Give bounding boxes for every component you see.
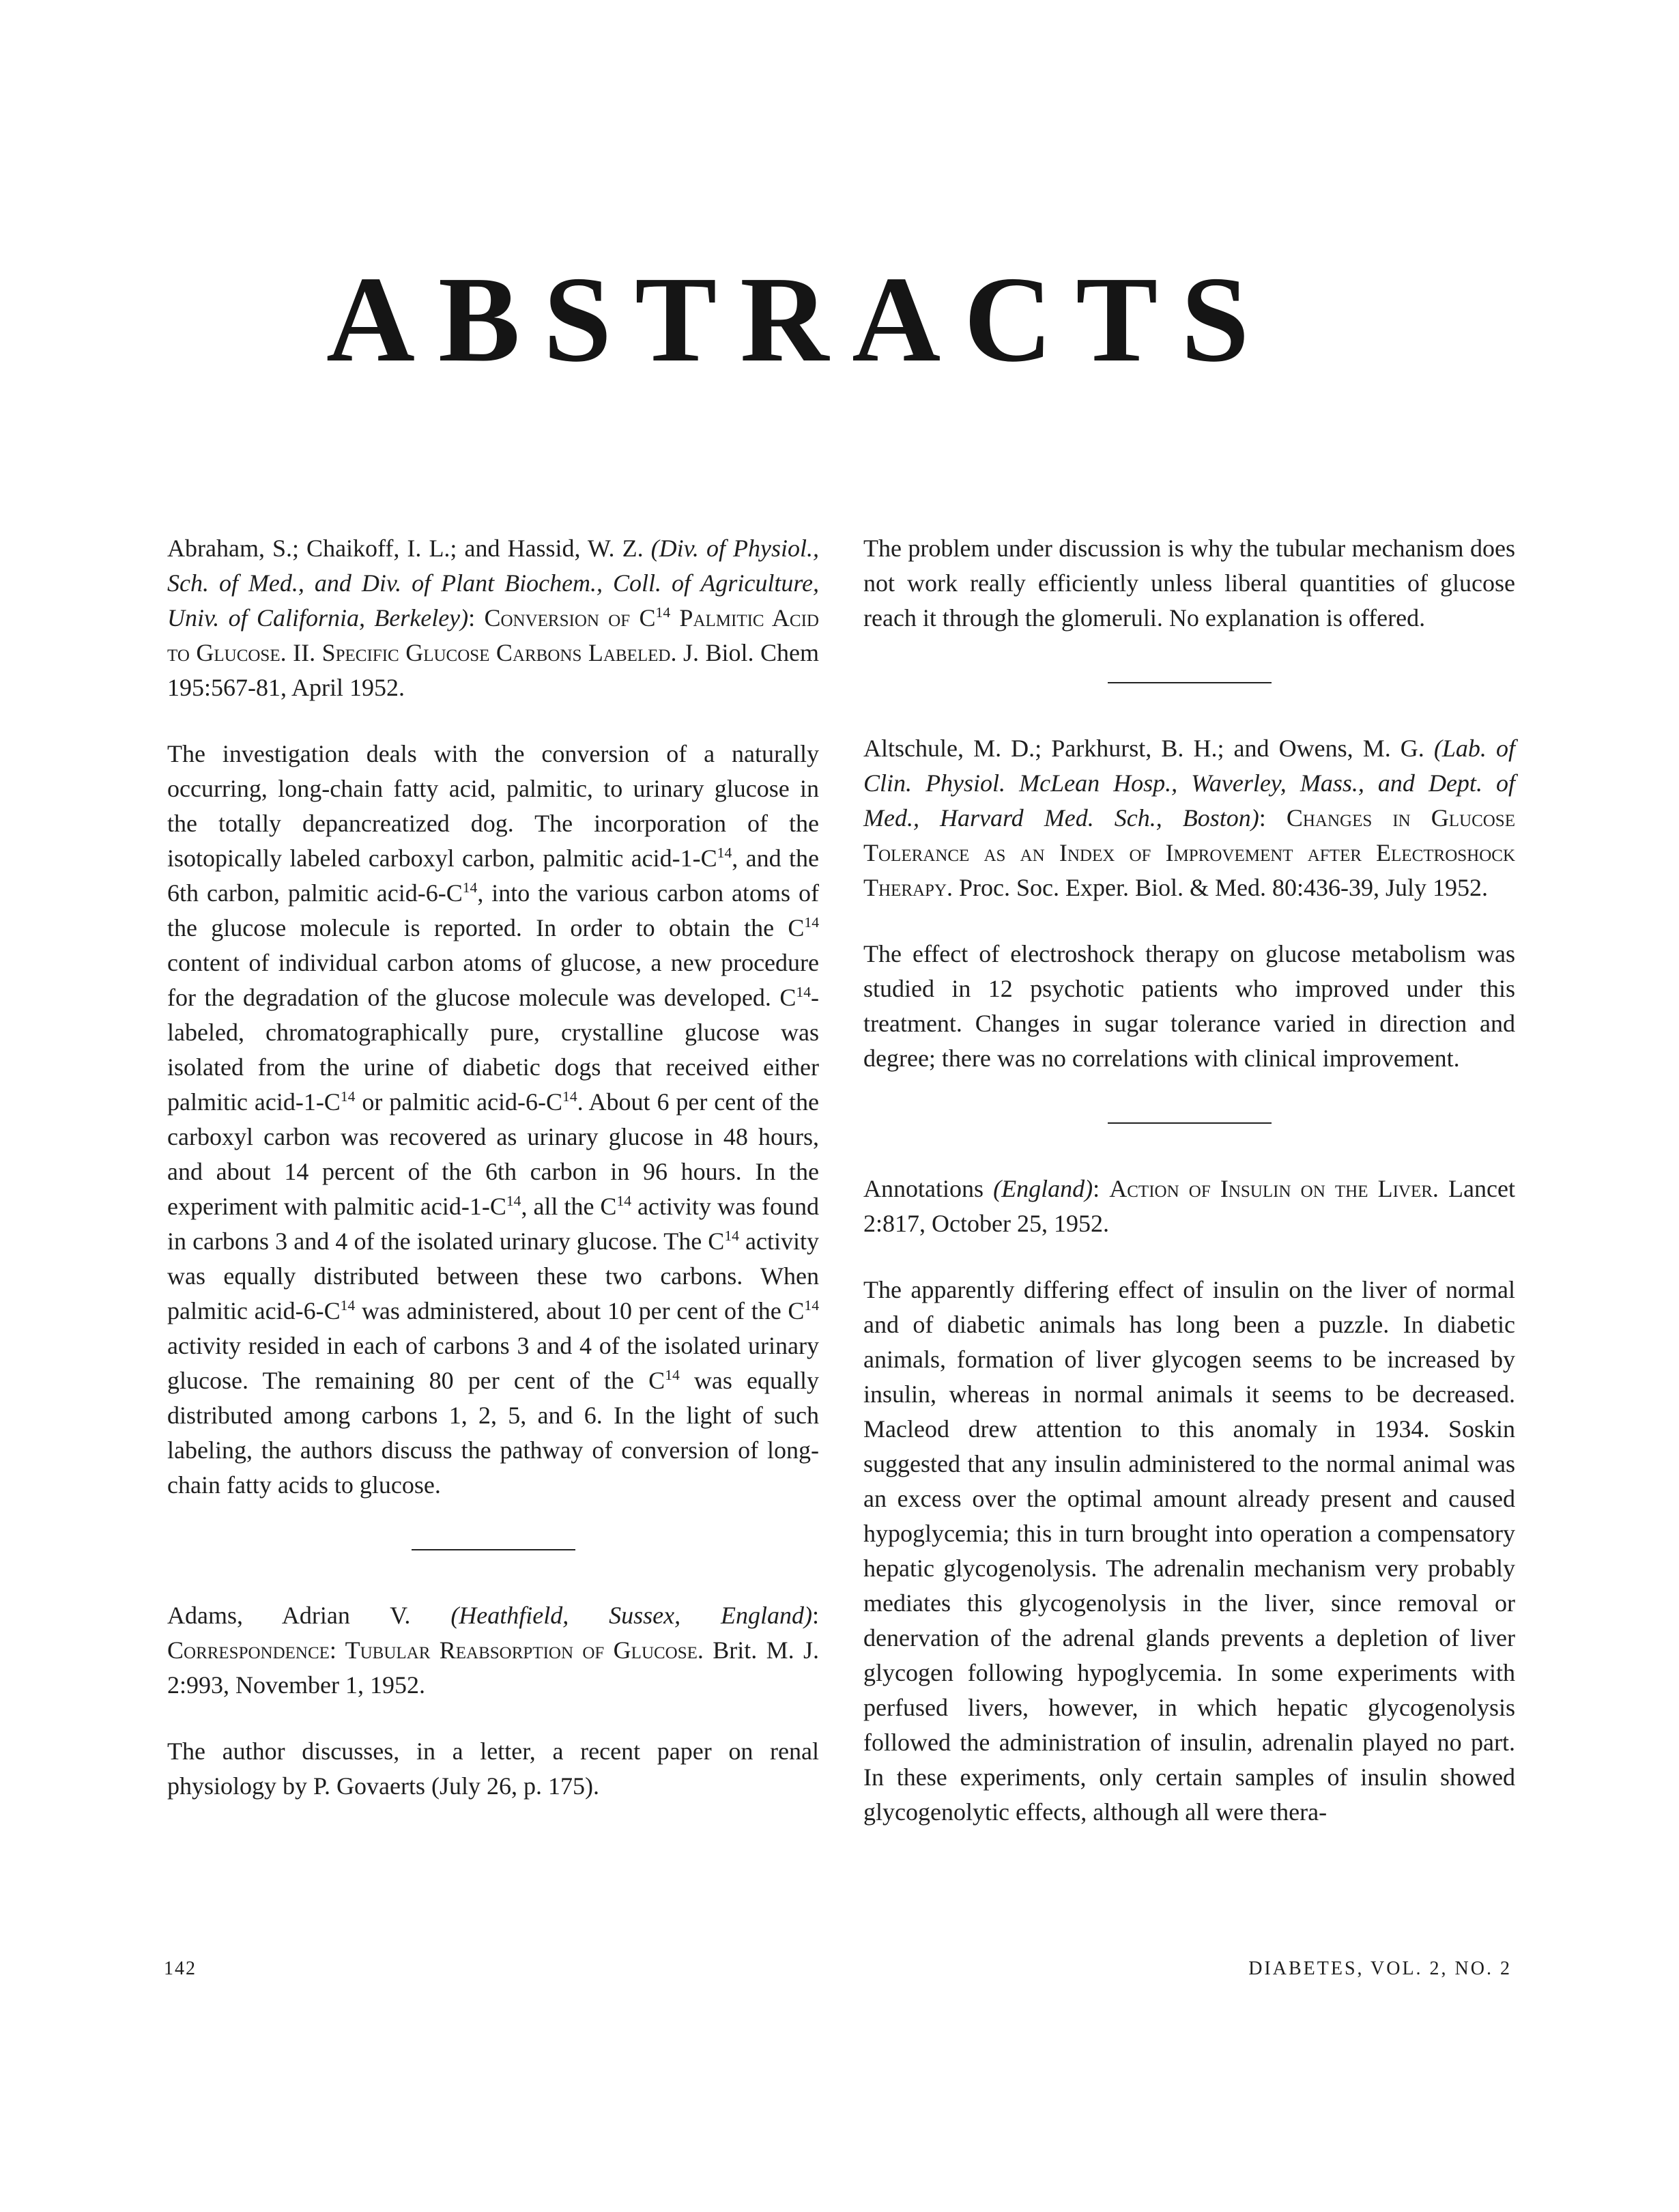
divider <box>1108 1122 1272 1124</box>
authors: Adams, Adrian V. <box>167 1602 411 1629</box>
left-column <box>167 531 819 1804</box>
article-title: Correspondence: Tubular Reabsorption of Glucose. <box>167 1636 704 1664</box>
citation-adams: Adams, Adrian V. (Heathfield, Sussex, England): Correspondence: Tubular Reabsorption of Glucose. Brit. M. J. 2:993, November 1, 1952. <box>167 1602 819 1699</box>
page-number: 142 <box>164 1958 197 1979</box>
source: J. Biol. Chem 195:567-81, April 1952. <box>167 639 819 701</box>
authors: Altschule, M. D.; Parkhurst, B. H.; and Owens, M. G. <box>863 735 1424 762</box>
journal-footer: DIABETES, VOL. 2, NO. 2 <box>1248 1958 1512 1979</box>
affiliation: (Heathfield, Sussex, England) <box>450 1602 812 1629</box>
affiliation: (Div. of Physiol., Sch. of Med., and Div. of Plant Biochem., Coll. of Agriculture, Univ. of California, Berkeley) <box>167 535 820 632</box>
divider <box>1108 682 1272 683</box>
article-title: Action of Insulin on the Liver. <box>1109 1175 1439 1202</box>
citation-abraham: Abraham, S.; Chaikoff, I. L.; and Hassid, W. Z. (Div. of Physiol., Sch. of Med., and Div. of Plant Biochem., Coll. of Agriculture, Univ. of California, Berkeley): Conversion of $C^{14}$ Palmitic Acid to Glucose. II. Specific Glucose Carbons Labeled. J. Biol. Chem 195:567-81, April 1952. <box>167 535 820 701</box>
authors: Abraham, S.; Chaikoff, I. L.; and Hassid, W. Z. <box>167 535 644 562</box>
article-title: Conversion of $C^{14}$ Palmitic Acid to Glucose. II. Specific Glucose Carbons Labeled. <box>167 604 819 666</box>
abstract-body-adams-part1: The author discusses, in a letter, a recent paper on renal physiology by P. Govaerts (July 26, p. 175). <box>167 1738 819 1800</box>
authors: Annotations <box>863 1175 984 1202</box>
abstract-body-annotations: The apparently differing effect of insulin on the liver of normal and of diabetic animals has long been a puzzle. In diabetic animals, formation of liver glycogen seems to be increased by insulin, whereas in normal animals it seems to be decreased. Macleod drew attention to this anomaly in 1934. Soskin suggested that any insulin administered to the normal animal was an excess over the optimal amount already present and caused hypoglycemia; this in turn brought into operation a compensatory hepatic glycogenolysis. The adrenalin mechanism very probably mediates this glycogenolysis in the liver, since removal or denervation of the adrenal glands prevents a depletion of liver glycogen following hypoglycemia. In some experiments with perfused livers, however, in which hepatic glycogenolysis followed the administration of insulin, adrenalin played no part. In these experiments, only certain samples of insulin showed glycogenolytic effects, although all were thera- <box>863 1276 1515 1826</box>
article-title: Changes in Glucose Tolerance as an Index of Improvement after Electroshock Therapy. <box>863 804 1515 901</box>
citation-annotations: Annotations (England): Action of Insulin on the Liver. Lancet 2:817, October 25, 1952. <box>863 1175 1515 1237</box>
citation-altschule: Altschule, M. D.; Parkhurst, B. H.; and Owens, M. G. (Lab. of Clin. Physiol. McLean Hosp., Waverley, Mass., and Dept. of Med., Harvard Med. Sch., Boston): Changes in Glucose Tolerance as an Index of Improvement after Electroshock Therapy. Proc. Soc. Exper. Biol. & Med. 80:436-39, July 1952. <box>863 735 1515 901</box>
affiliation: (Lab. of Clin. Physiol. McLean Hosp., Waverley, Mass., and Dept. of Med., Harvard Med. Sch., Boston) <box>863 735 1515 832</box>
right-column <box>863 531 1515 1830</box>
divider <box>412 1549 575 1550</box>
abstract-body-altschule: The effect of electroshock therapy on glucose metabolism was studied in 12 psychotic patients who improved under this treatment. Changes in sugar tolerance varied in direction and degree; there was no correlations with clinical improvement. <box>863 940 1515 1072</box>
source: Brit. M. J. 2:993, November 1, 1952. <box>167 1636 819 1699</box>
affiliation: (England) <box>993 1175 1093 1202</box>
page-title: ABSTRACTS <box>326 251 1273 387</box>
source: Lancet 2:817, October 25, 1952. <box>863 1175 1515 1237</box>
abstract-body-adams-part2: The problem under discussion is why the tubular mechanism does not work really efficiently unless liberal quantities of glucose reach it through the glomeruli. No explanation is offered. <box>863 535 1515 632</box>
abstract-body-abraham: The investigation deals with the conversion of a naturally occurring, long-chain fatty acid, palmitic, to urinary glucose in the totally depancreatized dog. The incorporation of the isotopically labeled carboxyl carbon, palmitic acid-$1-C^{14}$, and the 6th carbon, palmitic acid-$6-C^{14}$, into the various carbon atoms of the glucose molecule is reported. In order to obtain the $C^{14}$ content of individual carbon atoms of glucose, a new procedure for the degradation of the glucose molecule was developed. $C^{14}$-labeled, chromatographically pure, crystalline glucose was isolated from the urine of diabetic dogs that received either palmitic acid-$1-C^{14}$ or palmitic acid-$6-C^{14}$. About 6 per cent of the carboxyl carbon was recovered as urinary glucose in 48 hours, and about 14 percent of the 6th carbon in 96 hours. In the experiment with palmitic acid-$1-C^{14}$, all the $C^{14}$ activity was found in carbons 3 and 4 of the isolated urinary glucose. The $C^{14}$ activity was equally distributed between these two carbons. When palmitic acid-$6-C^{14}$ was administered, about 10 per cent of the $C^{14}$ activity resided in each of carbons 3 and 4 of the isolated urinary glucose. The remaining 80 per cent of the $C^{14}$ was equally distributed among carbons 1, 2, 5, and 6. In the light of such labeling, the authors discuss the pathway of conversion of long-chain fatty acids to glucose. <box>167 740 819 1499</box>
source: Proc. Soc. Exper. Biol. & Med. 80:436-39, July 1952. <box>953 874 1488 901</box>
